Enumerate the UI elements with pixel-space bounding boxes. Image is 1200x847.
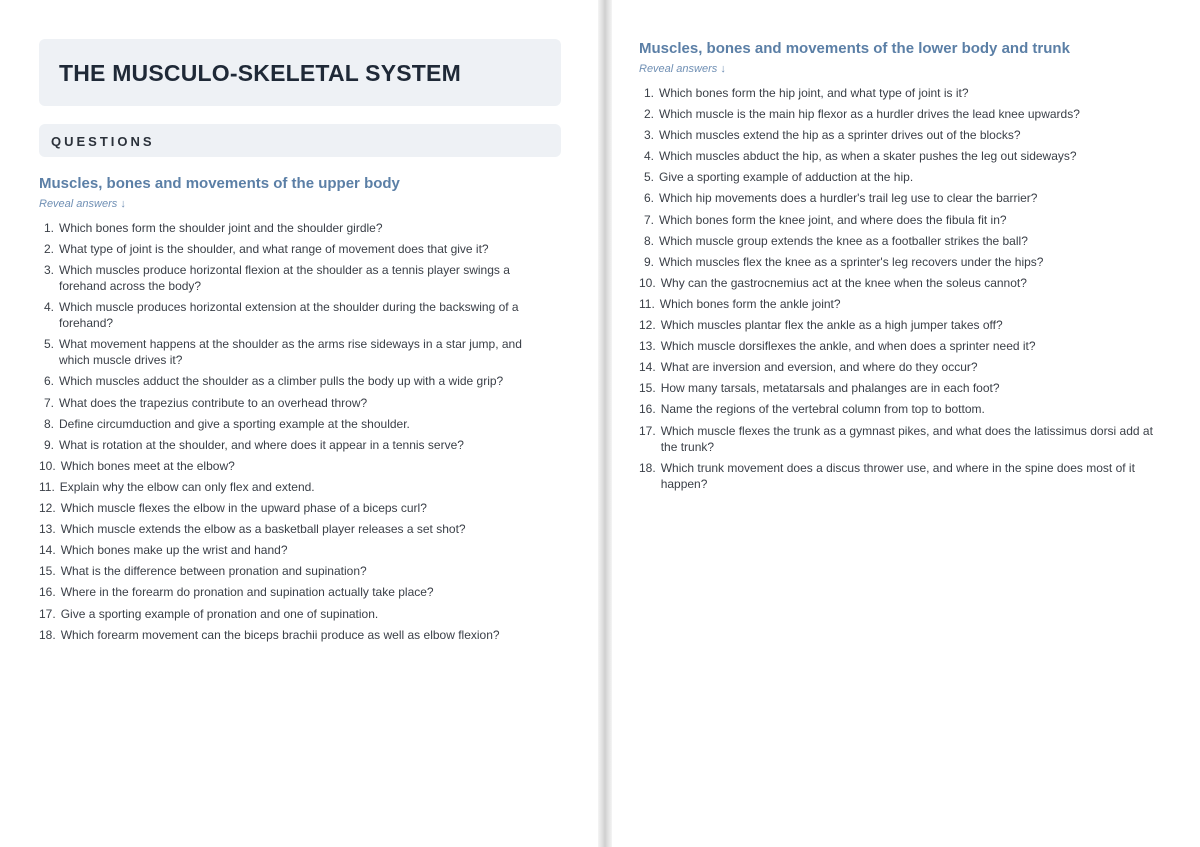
reveal-answers-link[interactable]: Reveal answers ↓ xyxy=(639,63,726,75)
question-number: 7. xyxy=(643,212,654,227)
question-number: 17. xyxy=(39,606,56,621)
question-number: 13. xyxy=(639,339,656,354)
question-number: 6. xyxy=(43,374,54,389)
question-number: 4. xyxy=(643,149,654,164)
question-number: 16. xyxy=(639,402,656,417)
question-text: Which muscles plantar flex the ankle as a high jumper takes off? xyxy=(660,318,1003,333)
question-text: Which muscles adduct the shoulder as a climber pulls the body up with a wide grip? xyxy=(59,374,504,389)
question-number: 2. xyxy=(643,107,654,122)
question-text: Which bones form the hip joint, and what type of joint is it? xyxy=(659,86,969,100)
page-title: THE MUSCULO-SKELETAL SYSTEM xyxy=(59,60,461,86)
question-text: Why can the gastrocnemius act at the knee when the soleus cannot? xyxy=(660,275,1027,290)
question-list-upper-body xyxy=(39,220,559,643)
section-title-upper-body: Muscles, bones and movements of the upper body xyxy=(39,175,400,192)
question-number: 3. xyxy=(643,128,654,143)
question-item xyxy=(39,500,559,516)
question-number: 8. xyxy=(643,233,654,248)
question-item xyxy=(39,299,559,331)
question-text: Which muscle extends the elbow as a basketball player releases a set shot? xyxy=(60,522,466,537)
question-text: Name the regions of the vertebral column from top to bottom. xyxy=(660,402,985,417)
title-banner xyxy=(39,39,561,106)
question-item xyxy=(639,85,1180,101)
question-item xyxy=(639,317,1180,333)
question-number: 9. xyxy=(643,254,654,269)
question-item xyxy=(39,563,559,579)
question-item xyxy=(639,460,1180,492)
question-text: Which bones make up the wrist and hand? xyxy=(60,543,288,558)
question-item xyxy=(39,437,559,453)
question-item xyxy=(639,190,1180,206)
question-text: Explain why the elbow can only flex and extend. xyxy=(59,479,315,494)
question-item xyxy=(639,380,1180,396)
question-item xyxy=(639,401,1180,417)
question-text: Which muscle flexes the elbow in the upward phase of a biceps curl? xyxy=(60,501,427,516)
question-number: 5. xyxy=(43,337,54,352)
question-item xyxy=(39,542,559,558)
question-number: 16. xyxy=(39,585,56,600)
question-text: What movement happens at the shoulder as the arms rise sideways in a star jump, and which muscle drives it? xyxy=(59,337,522,368)
question-text: Which muscle produces horizontal extension at the shoulder during the backswing of a forehand? xyxy=(59,300,519,331)
question-text: Which hip movements does a hurdler's trail leg use to clear the barrier? xyxy=(659,191,1038,206)
question-item xyxy=(639,338,1180,354)
question-item xyxy=(39,627,559,643)
question-text: Which muscles extend the hip as a sprinter drives out of the blocks? xyxy=(659,128,1021,143)
question-text: Which bones meet at the elbow? xyxy=(60,458,235,473)
question-number: 13. xyxy=(39,522,56,537)
question-number: 9. xyxy=(43,437,54,452)
question-item xyxy=(39,395,559,411)
question-text: How many tarsals, metatarsals and phalanges are in each foot? xyxy=(660,381,1000,396)
question-number: 12. xyxy=(639,318,656,333)
question-item xyxy=(639,296,1180,312)
question-text: What is the difference between pronation and supination? xyxy=(60,564,367,579)
question-text: Which bones form the shoulder joint and the shoulder girdle? xyxy=(59,221,383,235)
question-item xyxy=(39,479,559,495)
left-page xyxy=(0,0,598,847)
question-text: Where in the forearm do pronation and supination actually take place? xyxy=(60,585,434,600)
question-text: Which muscles flex the knee as a sprinter's leg recovers under the hips? xyxy=(659,254,1044,269)
question-number: 6. xyxy=(643,191,654,206)
right-page xyxy=(612,0,1200,847)
question-item xyxy=(39,458,559,474)
question-item xyxy=(639,233,1180,249)
question-text: What are inversion and eversion, and where do they occur? xyxy=(660,360,978,375)
question-text: Which muscle flexes the trunk as a gymnast pikes, and what does the latissimus dorsi add at the trunk? xyxy=(660,423,1153,454)
question-number: 17. xyxy=(639,423,656,438)
question-item xyxy=(39,416,559,432)
question-text: Give a sporting example of pronation and one of supination. xyxy=(60,606,379,621)
question-text: What is rotation at the shoulder, and where does it appear in a tennis serve? xyxy=(59,437,464,452)
question-number: 1. xyxy=(43,221,54,235)
question-item xyxy=(639,127,1180,143)
question-number: 18. xyxy=(639,460,656,475)
question-text: Which muscle is the main hip flexor as a hurdler drives the lead knee upwards? xyxy=(659,107,1080,122)
questions-banner xyxy=(39,124,561,157)
question-text: Which forearm movement can the biceps brachii produce as well as elbow flexion? xyxy=(60,627,500,642)
question-item xyxy=(639,106,1180,122)
question-number: 18. xyxy=(39,627,56,642)
question-item xyxy=(39,336,559,368)
question-text: Which muscle dorsiflexes the ankle, and when does a sprinter need it? xyxy=(660,339,1036,354)
question-item xyxy=(639,275,1180,291)
question-item xyxy=(639,169,1180,185)
question-number: 7. xyxy=(43,395,54,410)
question-item xyxy=(39,220,559,236)
question-number: 11. xyxy=(39,479,55,494)
question-text: Give a sporting example of adduction at the hip. xyxy=(659,170,914,185)
question-number: 10. xyxy=(639,275,656,290)
question-number: 11. xyxy=(639,296,655,311)
question-number: 12. xyxy=(39,501,56,516)
question-text: What does the trapezius contribute to an overhead throw? xyxy=(59,395,368,410)
question-item xyxy=(639,148,1180,164)
question-number: 15. xyxy=(639,381,656,396)
question-number: 1. xyxy=(643,86,654,100)
question-number: 10. xyxy=(39,458,56,473)
question-item xyxy=(39,373,559,389)
question-list-lower-body xyxy=(639,85,1180,492)
question-text: What type of joint is the shoulder, and what range of movement does that give it? xyxy=(59,242,489,257)
question-number: 14. xyxy=(639,360,656,375)
question-text: Which muscles abduct the hip, as when a skater pushes the leg out sideways? xyxy=(659,149,1077,164)
question-text: Which bones form the knee joint, and where does the fibula fit in? xyxy=(659,212,1007,227)
questions-label: QUESTIONS xyxy=(51,134,155,149)
question-item xyxy=(639,423,1180,455)
question-number: 15. xyxy=(39,564,56,579)
question-item xyxy=(639,212,1180,228)
question-number: 4. xyxy=(43,300,54,315)
question-text: Which muscle group extends the knee as a footballer strikes the ball? xyxy=(659,233,1028,248)
question-item xyxy=(39,521,559,537)
question-number: 14. xyxy=(39,543,56,558)
question-number: 8. xyxy=(43,416,54,431)
page-gutter xyxy=(598,0,612,847)
question-number: 5. xyxy=(643,170,654,185)
section-title-lower-body: Muscles, bones and movements of the lower body and trunk xyxy=(639,40,1070,57)
question-item xyxy=(39,241,559,257)
question-item xyxy=(39,606,559,622)
question-number: 2. xyxy=(43,242,54,257)
question-item xyxy=(39,262,559,294)
reveal-answers-link[interactable]: Reveal answers ↓ xyxy=(39,198,126,210)
question-item xyxy=(639,359,1180,375)
question-text: Which muscles produce horizontal flexion at the shoulder as a tennis player swings a forehand across the body? xyxy=(59,263,510,294)
question-text: Define circumduction and give a sporting example at the shoulder. xyxy=(59,416,410,431)
question-item xyxy=(639,254,1180,270)
question-number: 3. xyxy=(43,263,54,278)
question-text: Which bones form the ankle joint? xyxy=(659,296,841,311)
question-item xyxy=(39,584,559,600)
question-text: Which trunk movement does a discus thrower use, and where in the spine does most of it happen? xyxy=(660,460,1135,491)
